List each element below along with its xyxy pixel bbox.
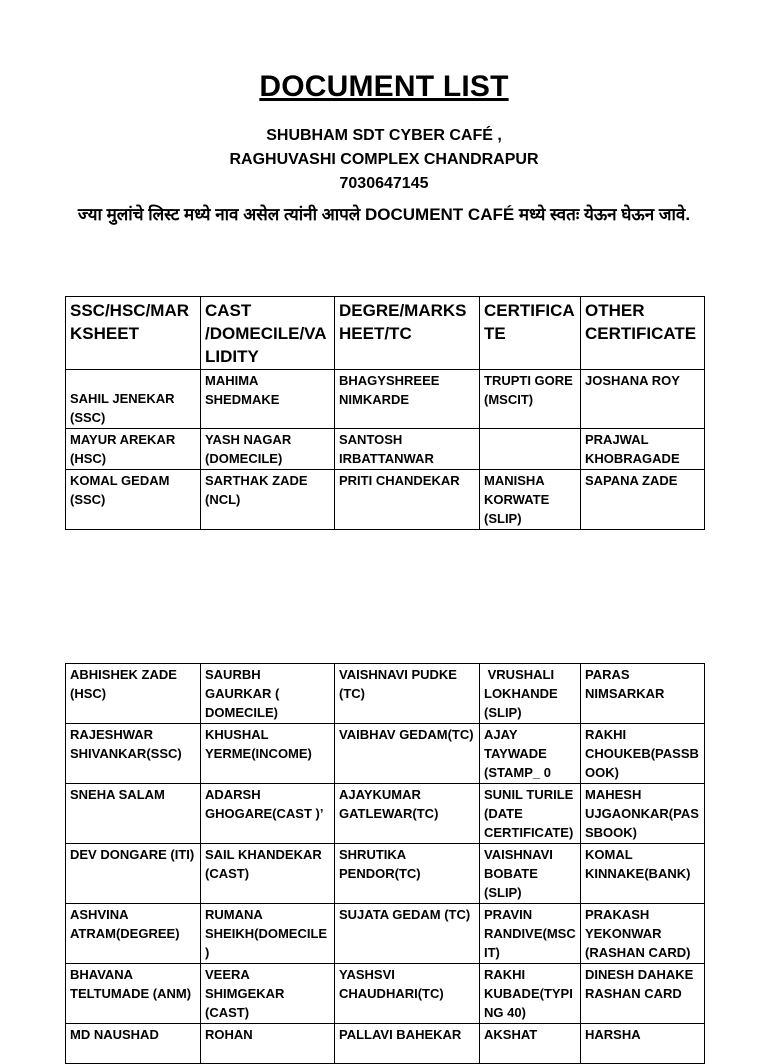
table-cell: ROHAN [201,1024,335,1064]
table-cell: RAKHI KUBADE(TYPING 40) [480,964,581,1024]
table-cell: MAHESH UJGAONKAR(PASSBOOK) [581,784,705,844]
table-cell: VEERA SHIMGEKAR (CAST) [201,964,335,1024]
table-row [66,370,705,429]
shop-phone: 7030647145 [339,175,429,192]
table-cell: SHRUTIKA PENDOR(TC) [335,844,480,904]
page-title: DOCUMENT LIST [259,70,509,103]
table-cell: PARAS NIMSARKAR [581,664,705,724]
table-cell: SUJATA GEDAM (TC) [335,904,480,964]
table-row [66,784,705,844]
column-header: CERTIFICATE [480,297,581,370]
table-row [66,964,705,1024]
table-row [66,429,705,470]
table-cell: PRAKASH YEKONWAR (RASHAN CARD) [581,904,705,964]
table-cell: ABHISHEK ZADE (HSC) [66,664,201,724]
notice-text: ज्या मुलांचे लिस्ट मध्ये नाव असेल त्यांनी आपले DOCUMENT CAFÉ मध्ये स्वतः येऊन घेऊन जावे. [77,205,691,224]
table-cell: AJAYKUMAR GATLEWAR(TC) [335,784,480,844]
table-row [66,1024,705,1064]
table-cell: SAHIL JENEKAR (SSC) [66,370,201,429]
table-cell: PRAVIN RANDIVE(MSCIT) [480,904,581,964]
table-row [66,664,705,724]
table-cell: RAJESHWAR SHIVANKAR(SSC) [66,724,201,784]
table-cell: AJAY TAYWADE (STAMP_ 0 [480,724,581,784]
document-table-2 [65,663,705,1064]
table-cell: YASH NAGAR (DOMECILE) [201,429,335,470]
table-cell: PRITI CHANDEKAR [335,470,480,530]
table-cell: TRUPTI GORE (MSCIT) [480,370,581,429]
table-cell: MANISHA KORWATE (SLIP) [480,470,581,530]
table-cell: BHAGYSHREEE NIMKARDE [335,370,480,429]
shop-name: SHUBHAM SDT CYBER CAFÉ , [266,127,502,144]
table-cell: MAYUR AREKAR (HSC) [66,429,201,470]
table-cell: KOMAL KINNAKE(BANK) [581,844,705,904]
table-header-row [66,297,705,370]
document-table-1 [65,296,705,530]
column-header: CAST /DOMECILE/VALIDITY [201,297,335,370]
column-header: DEGRE/MARKSHEET/TC [335,297,480,370]
shop-address: RAGHUVASHI COMPLEX CHANDRAPUR [229,151,539,168]
column-header: SSC/HSC/MARKSHEET [66,297,201,370]
table-cell: SUNIL TURILE (DATE CERTIFICATE) [480,784,581,844]
table-cell: SAIL KHANDEKAR (CAST) [201,844,335,904]
table-cell: SANTOSH IRBATTANWAR [335,429,480,470]
table-cell: HARSHA [581,1024,705,1064]
table-cell: BHAVANA TELTUMADE (ANM) [66,964,201,1024]
table-row [66,904,705,964]
table-cell: VRUSHALI LOKHANDE (SLIP) [480,664,581,724]
table-cell: VAISHNAVI BOBATE (SLIP) [480,844,581,904]
table-cell: DEV DONGARE (ITI) [66,844,201,904]
table-cell: VAIBHAV GEDAM(TC) [335,724,480,784]
table-row [66,844,705,904]
table-cell: MAHIMA SHEDMAKE [201,370,335,429]
table-cell: KOMAL GEDAM (SSC) [66,470,201,530]
table-cell: SAPANA ZADE [581,470,705,530]
table-cell: ASHVINA ATRAM(DEGREE) [66,904,201,964]
table-cell: SNEHA SALAM [66,784,201,844]
table-cell: SAURBH GAURKAR ( DOMECILE) [201,664,335,724]
table-cell: RUMANA SHEIKH(DOMECILE) [201,904,335,964]
table-cell: JOSHANA ROY [581,370,705,429]
table-cell: VAISHNAVI PUDKE (TC) [335,664,480,724]
table-cell: PRAJWAL KHOBRAGADE [581,429,705,470]
column-header: OTHER CERTIFICATE [581,297,705,370]
table-cell: MD NAUSHAD [66,1024,201,1064]
table-cell: ADARSH GHOGARE(CAST )’ [201,784,335,844]
table-row [66,724,705,784]
table-cell: SARTHAK ZADE (NCL) [201,470,335,530]
table-cell [480,429,581,470]
table-cell: RAKHI CHOUKEB(PASSBOOK) [581,724,705,784]
table-cell: KHUSHAL YERME(INCOME) [201,724,335,784]
table-cell: DINESH DAHAKE RASHAN CARD [581,964,705,1024]
table-row [66,470,705,530]
table-cell: AKSHAT [480,1024,581,1064]
table-cell: PALLAVI BAHEKAR [335,1024,480,1064]
table-cell: YASHSVI CHAUDHARI(TC) [335,964,480,1024]
